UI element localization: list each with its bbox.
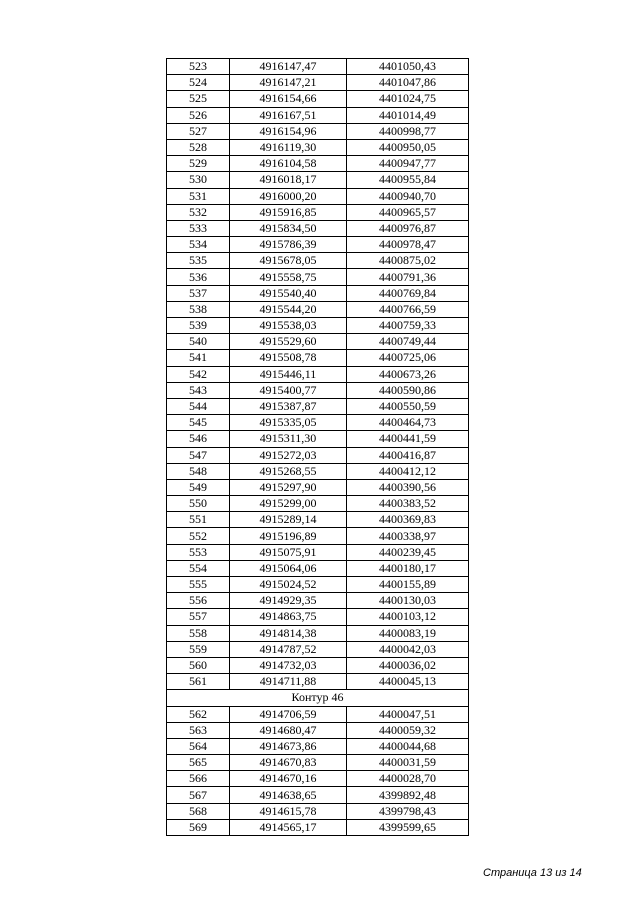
y-coordinate-cell: 4400036,02 [347, 657, 469, 673]
point-number-cell: 563 [167, 722, 230, 738]
table-row [167, 285, 469, 301]
point-number-cell: 530 [167, 172, 230, 188]
table-row [167, 593, 469, 609]
x-coordinate-cell: 4915311,30 [230, 431, 347, 447]
section-header-row [167, 690, 469, 706]
point-number-cell: 552 [167, 528, 230, 544]
x-coordinate-cell: 4916147,21 [230, 75, 347, 91]
point-number-cell: 542 [167, 366, 230, 382]
table-row [167, 803, 469, 819]
table-row [167, 139, 469, 155]
table-row [167, 366, 469, 382]
y-coordinate-cell: 4400464,73 [347, 415, 469, 431]
x-coordinate-cell: 4915289,14 [230, 512, 347, 528]
point-number-cell: 525 [167, 91, 230, 107]
table-row [167, 706, 469, 722]
table-row [167, 334, 469, 350]
y-coordinate-cell: 4400590,86 [347, 382, 469, 398]
y-coordinate-cell: 4400028,70 [347, 771, 469, 787]
y-coordinate-cell: 4400725,06 [347, 350, 469, 366]
point-number-cell: 556 [167, 593, 230, 609]
y-coordinate-cell: 4400978,47 [347, 237, 469, 253]
table-row [167, 528, 469, 544]
table-row [167, 463, 469, 479]
x-coordinate-cell: 4915678,05 [230, 253, 347, 269]
x-coordinate-cell: 4916154,66 [230, 91, 347, 107]
table-row [167, 577, 469, 593]
table-row [167, 350, 469, 366]
y-coordinate-cell: 4400441,59 [347, 431, 469, 447]
x-coordinate-cell: 4914673,86 [230, 738, 347, 754]
y-coordinate-cell: 4400045,13 [347, 674, 469, 690]
point-number-cell: 551 [167, 512, 230, 528]
table-row [167, 75, 469, 91]
point-number-cell: 544 [167, 398, 230, 414]
y-coordinate-cell: 4400416,87 [347, 447, 469, 463]
table-row [167, 544, 469, 560]
point-number-cell: 549 [167, 479, 230, 495]
point-number-cell: 528 [167, 139, 230, 155]
table-row [167, 674, 469, 690]
x-coordinate-cell: 4914863,75 [230, 609, 347, 625]
point-number-cell: 557 [167, 609, 230, 625]
table-row [167, 447, 469, 463]
point-number-cell: 541 [167, 350, 230, 366]
point-number-cell: 555 [167, 577, 230, 593]
table-row [167, 301, 469, 317]
y-coordinate-cell: 4400031,59 [347, 755, 469, 771]
table-row [167, 819, 469, 835]
x-coordinate-cell: 4914670,83 [230, 755, 347, 771]
x-coordinate-cell: 4915538,03 [230, 318, 347, 334]
table-row [167, 107, 469, 123]
y-coordinate-cell: 4401047,86 [347, 75, 469, 91]
y-coordinate-cell: 4400791,36 [347, 269, 469, 285]
y-coordinate-cell: 4401014,49 [347, 107, 469, 123]
coordinates-table [166, 58, 469, 836]
x-coordinate-cell: 4915446,11 [230, 366, 347, 382]
y-coordinate-cell: 4400965,57 [347, 204, 469, 220]
x-coordinate-cell: 4915064,06 [230, 560, 347, 576]
x-coordinate-cell: 4915786,39 [230, 237, 347, 253]
point-number-cell: 537 [167, 285, 230, 301]
point-number-cell: 560 [167, 657, 230, 673]
x-coordinate-cell: 4915075,91 [230, 544, 347, 560]
point-number-cell: 529 [167, 156, 230, 172]
table-row [167, 220, 469, 236]
point-number-cell: 561 [167, 674, 230, 690]
y-coordinate-cell: 4400390,56 [347, 479, 469, 495]
x-coordinate-cell: 4915529,60 [230, 334, 347, 350]
point-number-cell: 523 [167, 59, 230, 75]
table-row [167, 91, 469, 107]
x-coordinate-cell: 4916018,17 [230, 172, 347, 188]
point-number-cell: 532 [167, 204, 230, 220]
y-coordinate-cell: 4400130,03 [347, 593, 469, 609]
y-coordinate-cell: 4400047,51 [347, 706, 469, 722]
x-coordinate-cell: 4915335,05 [230, 415, 347, 431]
y-coordinate-cell: 4399798,43 [347, 803, 469, 819]
y-coordinate-cell: 4401050,43 [347, 59, 469, 75]
x-coordinate-cell: 4915272,03 [230, 447, 347, 463]
y-coordinate-cell: 4400550,59 [347, 398, 469, 414]
x-coordinate-cell: 4916104,58 [230, 156, 347, 172]
point-number-cell: 548 [167, 463, 230, 479]
y-coordinate-cell: 4400369,83 [347, 512, 469, 528]
point-number-cell: 564 [167, 738, 230, 754]
y-coordinate-cell: 4400042,03 [347, 641, 469, 657]
y-coordinate-cell: 4400769,84 [347, 285, 469, 301]
x-coordinate-cell: 4916119,30 [230, 139, 347, 155]
x-coordinate-cell: 4916147,47 [230, 59, 347, 75]
table-row [167, 609, 469, 625]
x-coordinate-cell: 4914565,17 [230, 819, 347, 835]
x-coordinate-cell: 4915297,90 [230, 479, 347, 495]
table-row [167, 479, 469, 495]
table-row [167, 722, 469, 738]
point-number-cell: 562 [167, 706, 230, 722]
y-coordinate-cell: 4400998,77 [347, 123, 469, 139]
x-coordinate-cell: 4915540,40 [230, 285, 347, 301]
point-number-cell: 524 [167, 75, 230, 91]
x-coordinate-cell: 4915916,85 [230, 204, 347, 220]
point-number-cell: 533 [167, 220, 230, 236]
table-row [167, 431, 469, 447]
y-coordinate-cell: 4401024,75 [347, 91, 469, 107]
table-row [167, 771, 469, 787]
x-coordinate-cell: 4915400,77 [230, 382, 347, 398]
x-coordinate-cell: 4915299,00 [230, 496, 347, 512]
y-coordinate-cell: 4400059,32 [347, 722, 469, 738]
table-row [167, 738, 469, 754]
y-coordinate-cell: 4400338,97 [347, 528, 469, 544]
point-number-cell: 536 [167, 269, 230, 285]
table-row [167, 641, 469, 657]
y-coordinate-cell: 4400239,45 [347, 544, 469, 560]
table-row [167, 59, 469, 75]
page-number-footer: Страница 13 из 14 [483, 867, 582, 879]
x-coordinate-cell: 4915508,78 [230, 350, 347, 366]
x-coordinate-cell: 4914615,78 [230, 803, 347, 819]
x-coordinate-cell: 4914680,47 [230, 722, 347, 738]
x-coordinate-cell: 4914711,88 [230, 674, 347, 690]
table-row [167, 253, 469, 269]
x-coordinate-cell: 4914787,52 [230, 641, 347, 657]
y-coordinate-cell: 4400976,87 [347, 220, 469, 236]
x-coordinate-cell: 4916154,96 [230, 123, 347, 139]
section-label: Контур 46 [167, 690, 469, 706]
y-coordinate-cell: 4400044,68 [347, 738, 469, 754]
table-row [167, 123, 469, 139]
point-number-cell: 558 [167, 625, 230, 641]
table-row [167, 560, 469, 576]
table-row [167, 237, 469, 253]
table-row [167, 204, 469, 220]
point-number-cell: 547 [167, 447, 230, 463]
y-coordinate-cell: 4400950,05 [347, 139, 469, 155]
point-number-cell: 553 [167, 544, 230, 560]
x-coordinate-cell: 4914814,38 [230, 625, 347, 641]
y-coordinate-cell: 4399892,48 [347, 787, 469, 803]
point-number-cell: 539 [167, 318, 230, 334]
table-row [167, 657, 469, 673]
table-row [167, 415, 469, 431]
table-row [167, 172, 469, 188]
x-coordinate-cell: 4914929,35 [230, 593, 347, 609]
x-coordinate-cell: 4915387,87 [230, 398, 347, 414]
y-coordinate-cell: 4400749,44 [347, 334, 469, 350]
table-row [167, 382, 469, 398]
x-coordinate-cell: 4914706,59 [230, 706, 347, 722]
x-coordinate-cell: 4916167,51 [230, 107, 347, 123]
x-coordinate-cell: 4914670,16 [230, 771, 347, 787]
x-coordinate-cell: 4914732,03 [230, 657, 347, 673]
y-coordinate-cell: 4400759,33 [347, 318, 469, 334]
y-coordinate-cell: 4400947,77 [347, 156, 469, 172]
table-row [167, 512, 469, 528]
x-coordinate-cell: 4916000,20 [230, 188, 347, 204]
x-coordinate-cell: 4915558,75 [230, 269, 347, 285]
point-number-cell: 534 [167, 237, 230, 253]
y-coordinate-cell: 4400412,12 [347, 463, 469, 479]
y-coordinate-cell: 4400940,70 [347, 188, 469, 204]
x-coordinate-cell: 4915544,20 [230, 301, 347, 317]
y-coordinate-cell: 4399599,65 [347, 819, 469, 835]
point-number-cell: 545 [167, 415, 230, 431]
point-number-cell: 559 [167, 641, 230, 657]
y-coordinate-cell: 4400766,59 [347, 301, 469, 317]
section-row-group [167, 690, 469, 706]
table-row [167, 156, 469, 172]
point-number-cell: 567 [167, 787, 230, 803]
point-number-cell: 546 [167, 431, 230, 447]
point-number-cell: 531 [167, 188, 230, 204]
y-coordinate-cell: 4400103,12 [347, 609, 469, 625]
table-row [167, 625, 469, 641]
point-number-cell: 526 [167, 107, 230, 123]
y-coordinate-cell: 4400955,84 [347, 172, 469, 188]
point-number-cell: 550 [167, 496, 230, 512]
x-coordinate-cell: 4914638,65 [230, 787, 347, 803]
x-coordinate-cell: 4915834,50 [230, 220, 347, 236]
point-number-cell: 535 [167, 253, 230, 269]
y-coordinate-cell: 4400673,26 [347, 366, 469, 382]
table-row [167, 318, 469, 334]
point-number-cell: 540 [167, 334, 230, 350]
point-number-cell: 569 [167, 819, 230, 835]
y-coordinate-cell: 4400180,17 [347, 560, 469, 576]
point-number-cell: 527 [167, 123, 230, 139]
point-number-cell: 543 [167, 382, 230, 398]
y-coordinate-cell: 4400875,02 [347, 253, 469, 269]
point-number-cell: 566 [167, 771, 230, 787]
point-number-cell: 568 [167, 803, 230, 819]
x-coordinate-cell: 4915024,52 [230, 577, 347, 593]
point-number-cell: 538 [167, 301, 230, 317]
y-coordinate-cell: 4400083,19 [347, 625, 469, 641]
x-coordinate-cell: 4915196,89 [230, 528, 347, 544]
x-coordinate-cell: 4915268,55 [230, 463, 347, 479]
table-row [167, 398, 469, 414]
y-coordinate-cell: 4400383,52 [347, 496, 469, 512]
y-coordinate-cell: 4400155,89 [347, 577, 469, 593]
point-number-cell: 554 [167, 560, 230, 576]
point-number-cell: 565 [167, 755, 230, 771]
table-row [167, 188, 469, 204]
table-row [167, 496, 469, 512]
table-row [167, 755, 469, 771]
coordinates-table-body-top [167, 59, 469, 690]
coordinates-table-body-bottom [167, 706, 469, 836]
table-row [167, 787, 469, 803]
table-row [167, 269, 469, 285]
